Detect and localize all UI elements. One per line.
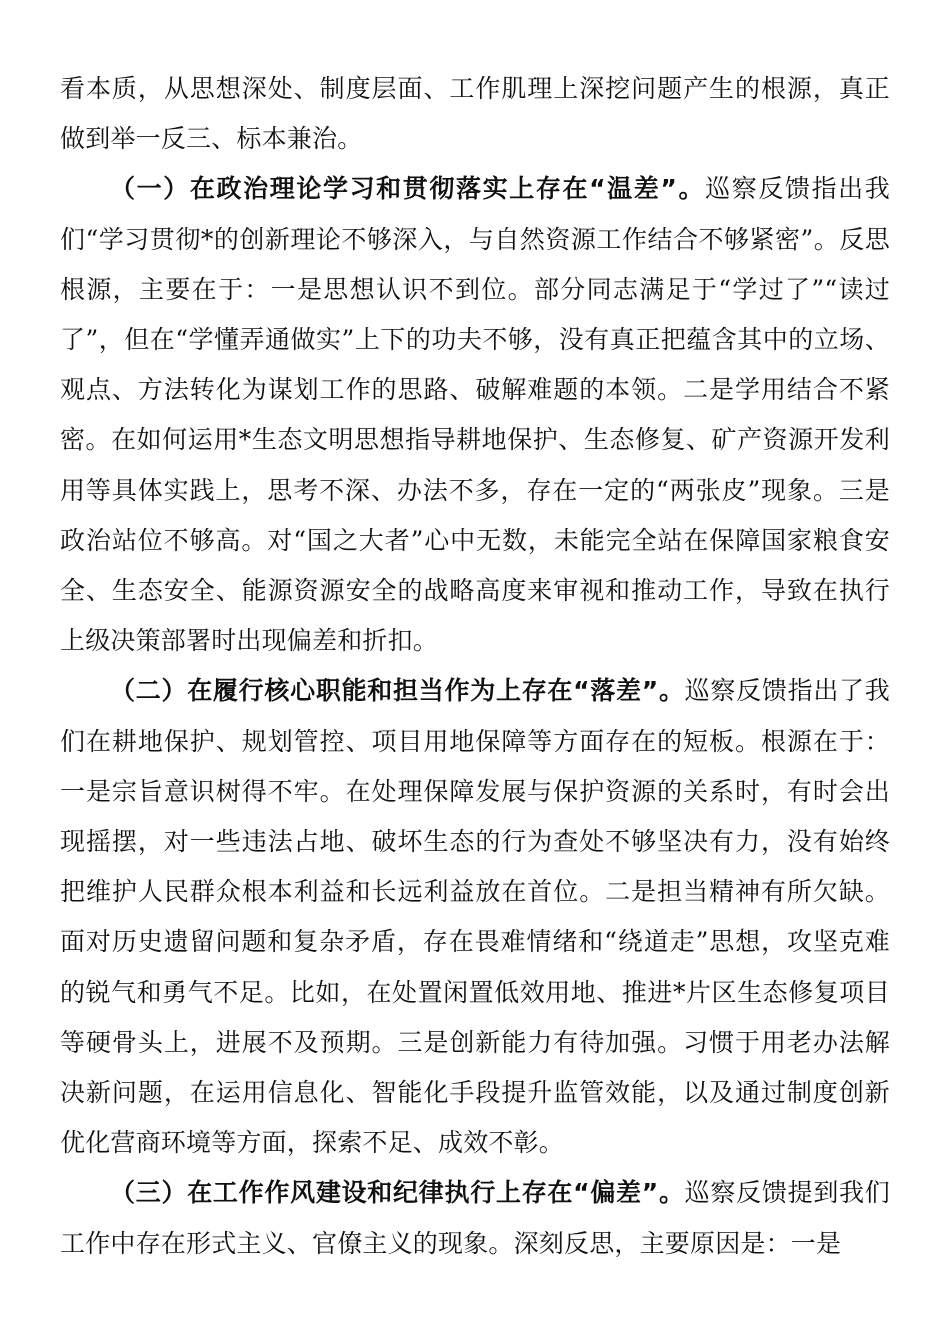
- section-1-heading: （一）在政治理论学习和贯彻落实上存在“温差”。: [110, 174, 706, 204]
- paragraph-section-1: [60, 164, 890, 666]
- section-2-heading: （二）在履行核心职能和担当作为上存在“落差”。: [110, 676, 685, 706]
- paragraph-section-3: [60, 1168, 890, 1268]
- section-3-heading: （三）在工作作风建设和纪律执行上存在“偏差”。: [110, 1178, 685, 1208]
- section-3-body: 巡察反馈提到我们工作中存在形式主义、官僚主义的现象。深刻反思，主要原因是：一是: [60, 1178, 890, 1258]
- section-2-body: 巡察反馈指出了我们在耕地保护、规划管控、项目用地保障等方面存在的短板。根源在于：一是宗旨意识树得不牢。在处理保障发展与保护资源的关系时，有时会出现摇摆，对一些违法占地、破坏生态的行为查处不够坚决有力，没有始终把维护人民群众根本利益和长远利益放在首位。二是担当精神有所欠缺。面对历史遗留问题和复杂矛盾，存在畏难情绪和“绕道走”思想，攻坚克难的锐气和勇气不足。比如，在处置闲置低效用地、推进*片区生态修复项目等硬骨头上，进展不及预期。三是创新能力有待加强。习惯于用老办法解决新问题，在运用信息化、智能化手段提升监管效能，以及通过制度创新优化营商环境等方面，探索不足、成效不彰。: [60, 676, 890, 1158]
- section-1-body: 巡察反馈指出我们“学习贯彻*的创新理论不够深入，与自然资源工作结合不够紧密”。反思根源，主要在于：一是思想认识不到位。部分同志满足于“学过了”“读过了”，但在“学懂弄通做实”上下的功夫不够，没有真正把蕴含其中的立场、观点、方法转化为谋划工作的思路、破解难题的本领。二是学用结合不紧密。在如何运用*生态文明思想指导耕地保护、生态修复、矿产资源开发利用等具体实践上，思考不深、办法不多，存在一定的“两张皮”现象。三是政治站位不够高。对“国之大者”心中无数，未能完全站在保障国家粮食安全、生态安全、能源资源安全的战略高度来审视和推动工作，导致在执行上级决策部署时出现偏差和折扣。: [60, 174, 891, 656]
- paragraph-intro-text: 看本质，从思想深处、制度层面、工作肌理上深挖问题产生的根源，真正做到举一反三、标本兼治。: [60, 74, 890, 154]
- paragraph-section-2: [60, 666, 890, 1168]
- paragraph-intro: [60, 64, 890, 164]
- document-page: [60, 64, 890, 1269]
